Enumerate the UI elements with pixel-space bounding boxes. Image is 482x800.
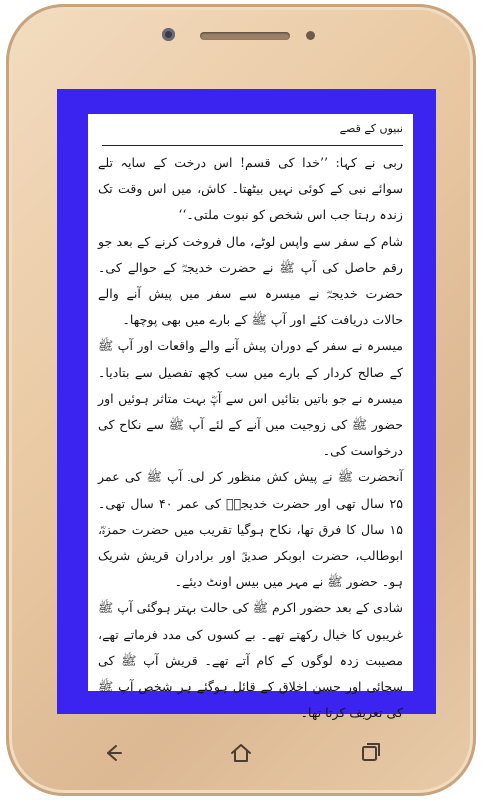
book-page[interactable] [88, 114, 413, 721]
header-rule [102, 145, 403, 146]
paragraph: ربی نے کہا: ’’خدا کی قسم! اس درخت کے سایہ تلے سوائے نبی کے کوئی نہیں بیٹھتا۔ کاش، میں اس وقت تک زندہ رہتا جب اس شخص کو نبوت ملتی۔‘‘ [98, 155, 403, 223]
running-head: نبیوں کے قصے [339, 122, 403, 135]
back-icon[interactable] [98, 738, 128, 768]
recent-apps-icon[interactable] [356, 738, 386, 768]
phone-frame [6, 4, 476, 796]
front-camera [162, 28, 175, 41]
paragraph: شام کے سفر سے واپس لوٹے، مال فروخت کرنے کے بعد جو رقم حاصل کی آپ ﷺ نے حضرت خدیجہؓ کے حوالے کی۔ حضرت خدیجہؓ نے میسرہ سے سفر میں پیش آنے والے حالات دریافت کئے اور آپ ﷺ کے بارے میں بھی پوچھا۔ [98, 233, 403, 328]
app-screen[interactable] [57, 89, 436, 721]
paragraph: آنحضرت ﷺ نے پیش کش منظور کر لی۔ آپ ﷺ کی عمر ۲۵ سال تھی اور حضرت خدیجہؓ کی عمر ۴۰ سال تھی۔ ۱۵ سال کا فرق تھا، نکاح ہوگیا تقریب میں حضرت حمزہؓ، ابوطالب، حضرت ابوبکر صدیقؓ اور برادران قریش شریک ہو۔ حضور ﷺ نے مہر میں بیس اونٹ دیئے۔ [98, 469, 404, 590]
proximity-sensor [306, 31, 315, 40]
page-body [98, 150, 403, 726]
home-icon[interactable] [226, 738, 256, 768]
paragraph: شادی کے بعد حضور اکرم ﷺ کی حالت بہتر ہوگئی آپ ﷺ غریبوں کا خیال رکھتے تھے۔ بے کسوں کی مدد فرماتے تھے، مصیبت زدہ لوگوں کے کام آتے تھے۔ قریش آپ ﷺ کی سچائی اور حسن اخلاق کے قائل ہوگئے ہر شخص آپ ﷺ کی تعریف کرتا تھا۔ [98, 600, 403, 721]
paragraph: میسرہ نے سفر کے دوران پیش آنے والے واقعات اور آپ ﷺ کے صالح کردار کے بارے میں سب کچھ تفصیل سے بتادیا۔ میسرہ نے جو باتیں بتائیں اس سے آپؓ بہت متاثر ہوئیں اور حضور ﷺ کی زوجیت میں آنے کے لئے آپ ﷺ سے نکاح کی درخواست کی۔ [98, 338, 403, 459]
earpiece-speaker [200, 32, 290, 40]
